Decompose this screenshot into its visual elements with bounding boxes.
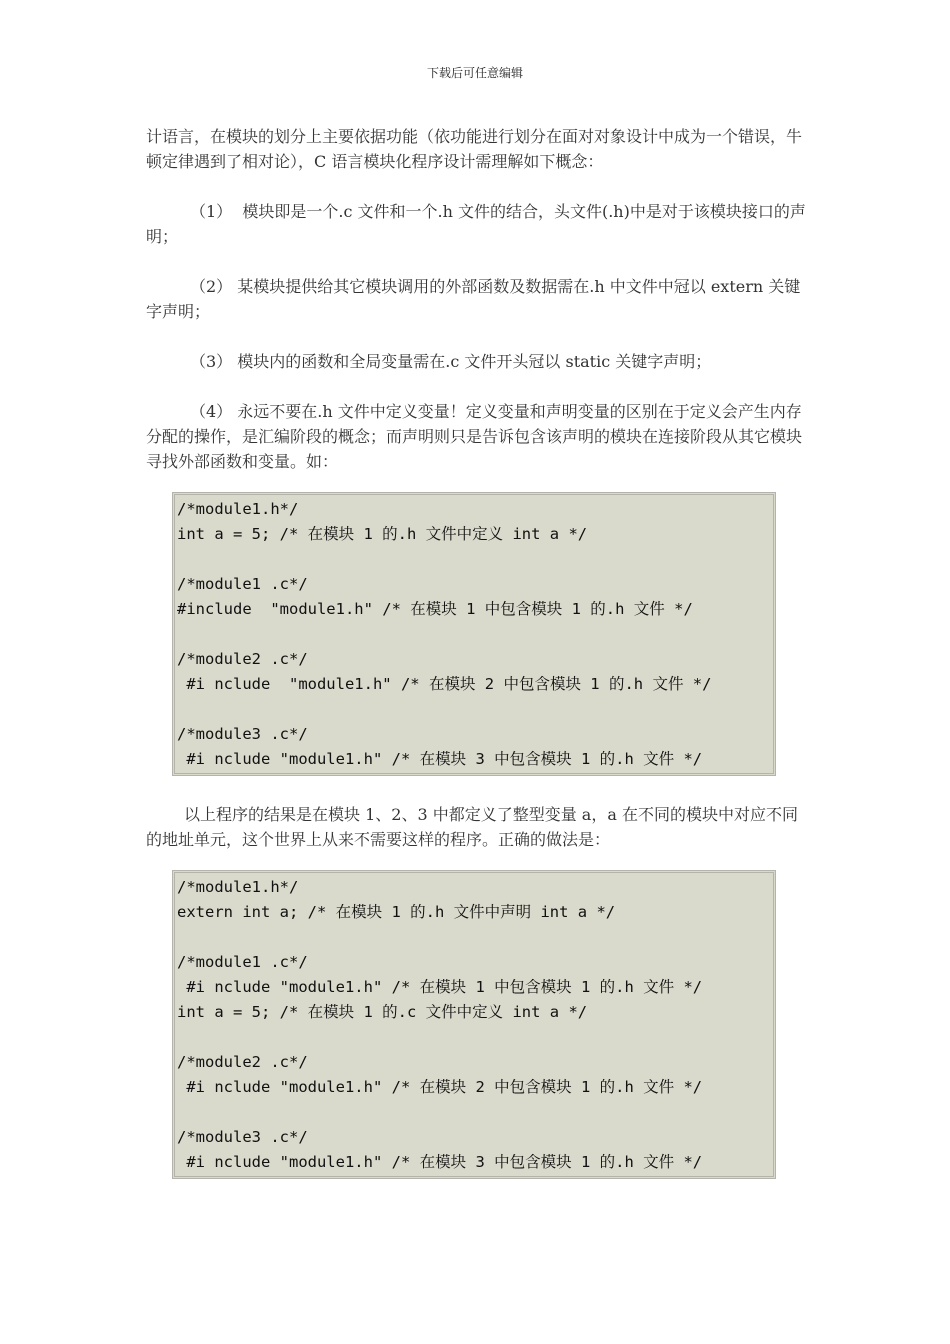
code-line: #i nclude "module1.h" /* 在模块 2 中包含模块 1 的.h 文件 */	[177, 1078, 703, 1096]
code-line: /*module3 .c*/	[177, 1128, 308, 1146]
code-line	[177, 1100, 773, 1125]
code-line: #i nclude "module1.h" /* 在模块 3 中包含模块 1 的.h 文件 */	[177, 750, 703, 768]
paragraph-item-2: （2） 某模块提供给其它模块调用的外部函数及数据需在.h 中文件中冠以 extern 关键字声明；	[146, 277, 801, 321]
code-line: /*module1 .c*/	[177, 953, 308, 971]
document-body	[146, 124, 806, 1179]
code-line	[177, 697, 773, 722]
code-line: #include "module1.h" /* 在模块 1 中包含模块 1 的.h 文件 */	[177, 600, 693, 618]
code-line: int a = 5; /* 在模块 1 的.h 文件中定义 int a */	[177, 525, 588, 543]
paragraph-item-4: （4） 永远不要在.h 文件中定义变量！定义变量和声明变量的区别在于定义会产生内存分配的操作，是汇编阶段的概念；而声明则只是告诉包含该声明的模块在连接阶段从其它模块寻找外部函数和变量。如：	[146, 402, 803, 471]
code-line: extern int a; /* 在模块 1 的.h 文件中声明 int a */	[177, 903, 616, 921]
paragraph-item-1: （1） 模块即是一个.c 文件和一个.h 文件的结合，头文件(.h)中是对于该模块接口的声明；	[146, 202, 806, 246]
code-line: /*module2 .c*/	[177, 650, 308, 668]
page-header: 下载后可任意编辑	[426, 66, 523, 80]
code-line: /*module1 .c*/	[177, 575, 308, 593]
code-line	[177, 547, 773, 572]
code-line: #i nclude "module1.h" /* 在模块 1 中包含模块 1 的.h 文件 */	[177, 978, 703, 996]
paragraph-intro: 计语言，在模块的划分上主要依据功能（依功能进行划分在面对对象设计中成为一个错误，牛顿定律遇到了相对论），C 语言模块化程序设计需理解如下概念：	[146, 127, 803, 171]
code-line: #i nclude "module1.h" /* 在模块 2 中包含模块 1 的.h 文件 */	[177, 675, 712, 693]
code-line: /*module3 .c*/	[177, 725, 308, 743]
code-block-wrong	[172, 492, 776, 776]
code-line: /*module1.h*/	[177, 878, 299, 896]
code-line: int a = 5; /* 在模块 1 的.c 文件中定义 int a */	[177, 1003, 588, 1021]
code-line: /*module2 .c*/	[177, 1053, 308, 1071]
paragraph-item-3: （3） 模块内的函数和全局变量需在.c 文件开头冠以 static 关键字声明；	[190, 352, 712, 371]
code-line	[177, 925, 773, 950]
code-line	[177, 1025, 773, 1050]
paragraph-result: 以上程序的结果是在模块 1、2、3 中都定义了整型变量 a，a 在不同的模块中对应不同的地址单元，这个世界上从来不需要这样的程序。正确的做法是：	[146, 805, 798, 849]
code-line: /*module1.h*/	[177, 500, 299, 518]
code-block-correct	[172, 870, 776, 1179]
code-line: #i nclude "module1.h" /* 在模块 3 中包含模块 1 的.h 文件 */	[177, 1153, 703, 1171]
code-line	[177, 622, 773, 647]
